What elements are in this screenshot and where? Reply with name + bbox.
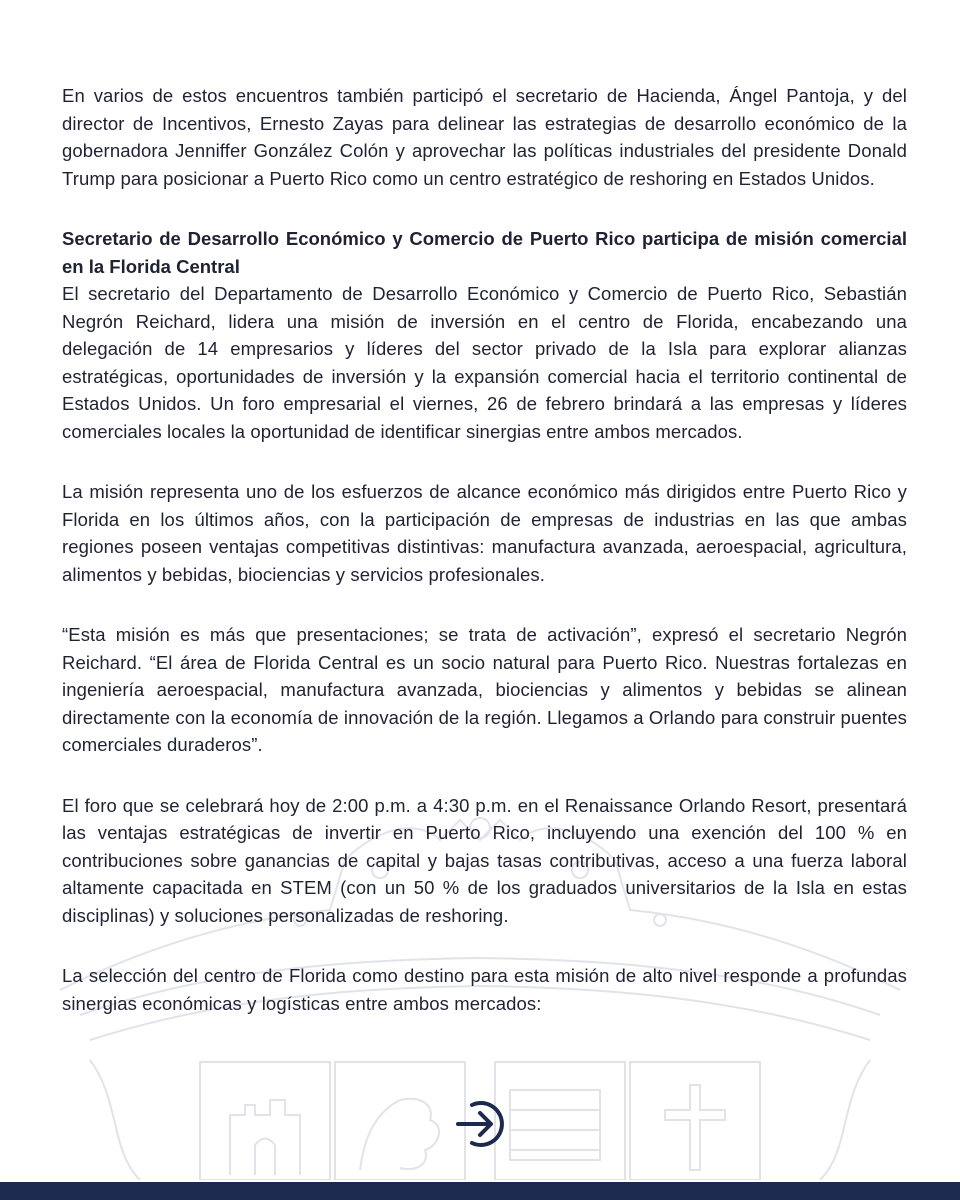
body-paragraph-2: La misión representa uno de los esfuerzos de alcance económico más dirigidos entre Puerto Rico y Florida en los últimos años, con la participación de empresas de industrias en las que ambas regiones poseen ventajas competitivas distintivas: manufactura avanzada, aeroespacial, agricultura, alimentos y bebidas, biociencias y servicios profesionales. xyxy=(62,481,907,585)
article-body xyxy=(62,82,907,1017)
next-page-button[interactable] xyxy=(452,1096,508,1152)
body-paragraph-5: La selección del centro de Florida como destino para esta misión de alto nivel responde a profundas sinergias económicas y logísticas entre ambos mercados: xyxy=(62,965,907,1014)
body-paragraph-1: El secretario del Departamento de Desarrollo Económico y Comercio de Puerto Rico, Sebastián Negrón Reichard, lidera una misión de inversión en el centro de Florida, encabezando una delegación de 14 empresarios y líderes del sector privado de la Isla para explorar alianzas estratégicas, oportunidades de inversión y la expansión comercial hacia el territorio continental de Estados Unidos. Un foro empresarial el viernes, 26 de febrero brindará a las empresas y líderes comerciales locales la oportunidad de identificar sinergias entre ambos mercados. xyxy=(62,283,907,442)
section-heading: Secretario de Desarrollo Económico y Comercio de Puerto Rico participa de misión comercial en la Florida Central xyxy=(62,228,907,277)
body-paragraph-4: El foro que se celebrará hoy de 2:00 p.m. a 4:30 p.m. en el Renaissance Orlando Resort, presentará las ventajas estratégicas de invertir en Puerto Rico, incluyendo una exención del 100 % en contribuciones sobre ganancias de capital y bajas tasas contributivas, acceso a una fuerza laboral altamente capacitada en STEM (con un 50 % de los graduados universitarios de la Isla en estas disciplinas) y soluciones personalizadas de reshoring. xyxy=(62,794,907,926)
footer-bar xyxy=(0,1182,960,1200)
arrow-right-circle-icon xyxy=(452,1096,508,1152)
body-paragraph-3: “Esta misión es más que presentaciones; se trata de activación”, expresó el secretario Negrón Reichard. “El área de Florida Central es un socio natural para Puerto Rico. Nuestras fortalezas en ingeniería aeroespacial, manufactura avanzada, biociencias y alimentos y bebidas se alinean directamente con la economía de innovación de la región. Llegamos a Orlando para construir puentes comerciales duraderos”. xyxy=(62,624,907,755)
intro-paragraph: En varios de estos encuentros también participó el secretario de Hacienda, Ángel Pantoja, y del director de Incentivos, Ernesto Zayas para delinear las estrategias de desarrollo económico de la gobernadora Jenniffer González Colón y aprovechar las políticas industriales del presidente Donald Trump para posicionar a Puerto Rico como un centro estratégico de reshoring en Estados Unidos. xyxy=(62,85,907,189)
